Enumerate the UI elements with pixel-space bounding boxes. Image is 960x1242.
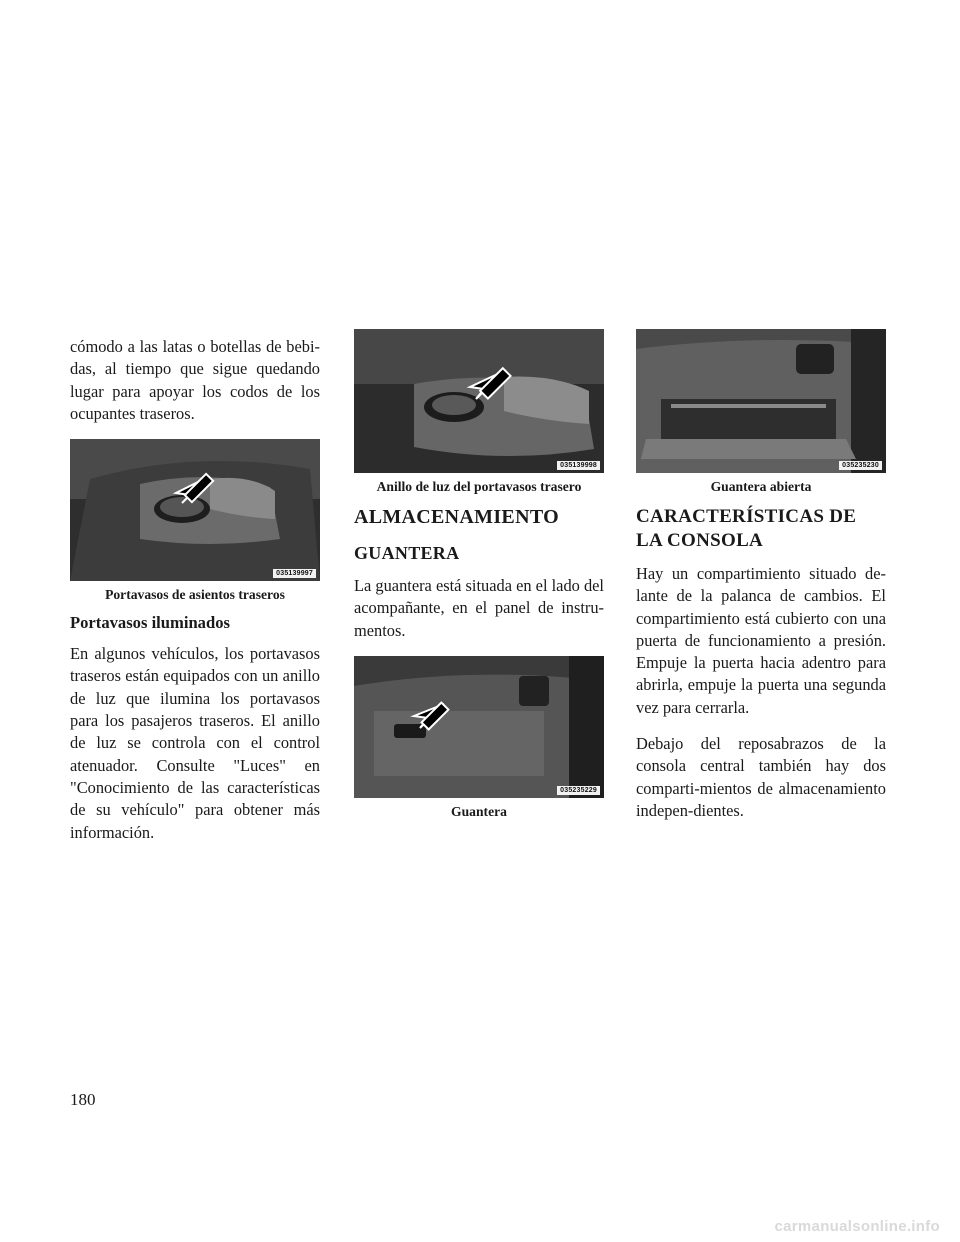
figure-caption: Portavasos de asientos traseros [105, 587, 285, 603]
light-ring-figure [354, 329, 604, 473]
section-heading: CARACTERÍSTICAS DE LA CONSOLA [636, 506, 857, 551]
open-glovebox-figure [636, 329, 886, 473]
glovebox-image [354, 656, 604, 798]
figure-code: 035235230 [839, 461, 882, 470]
body-paragraph-2: Debajo del reposabrazos de la consola central también hay dos comparti-mientos de almacenamiento indepen-dientes. [636, 734, 886, 820]
figure-caption: Anillo de luz del portavasos trasero [376, 479, 582, 494]
section-subheading: GUANTERA [354, 543, 460, 563]
column-2 [354, 329, 604, 830]
figure-code: 035235229 [557, 786, 600, 795]
glovebox-figure [354, 656, 604, 798]
watermark: carmanualsonline.info [774, 1218, 940, 1235]
light-ring-image [354, 329, 604, 473]
figure-code: 035139997 [273, 569, 316, 578]
rear-cupholder-image [70, 439, 320, 581]
body-paragraph-1: Hay un compartimiento situado de-lante de la palanca de cambios. El compartimiento está cubierto con una puerta de funcionamiento a presión. Empuje la puerta hacia adentro para abrirla, empuje la puerta una segunda vez para cerrarla. [636, 564, 886, 717]
column-1 [70, 336, 320, 858]
figure-caption: Guantera abierta [710, 479, 812, 494]
rear-cupholder-figure [70, 439, 320, 581]
section-heading: ALMACENAMIENTO [354, 506, 559, 528]
open-glovebox-image [636, 329, 886, 473]
column-3 [636, 329, 886, 836]
page-number: 180 [70, 1090, 96, 1109]
figure-code: 035139998 [557, 461, 600, 470]
intro-paragraph: cómodo a las latas o botellas de bebi-das, al tiempo que sigue quedando lugar para apoyar los codos de los ocupantes traseros. [70, 337, 320, 423]
body-paragraph: La guantera está situada en el lado del acompañante, en el panel de instru-mentos. [354, 576, 604, 640]
figure-caption: Guantera [451, 803, 507, 819]
body-paragraph: En algunos vehículos, los portavasos traseros están equipados con un anillo de luz que ilumina los portavasos para los pasajeros traseros. El anillo de luz se controla con el control atenuador. Consulte "Luces" en "Conocimiento de las características de su vehículo" para obtener más información. [70, 644, 320, 842]
subheading: Portavasos iluminados [70, 613, 230, 633]
